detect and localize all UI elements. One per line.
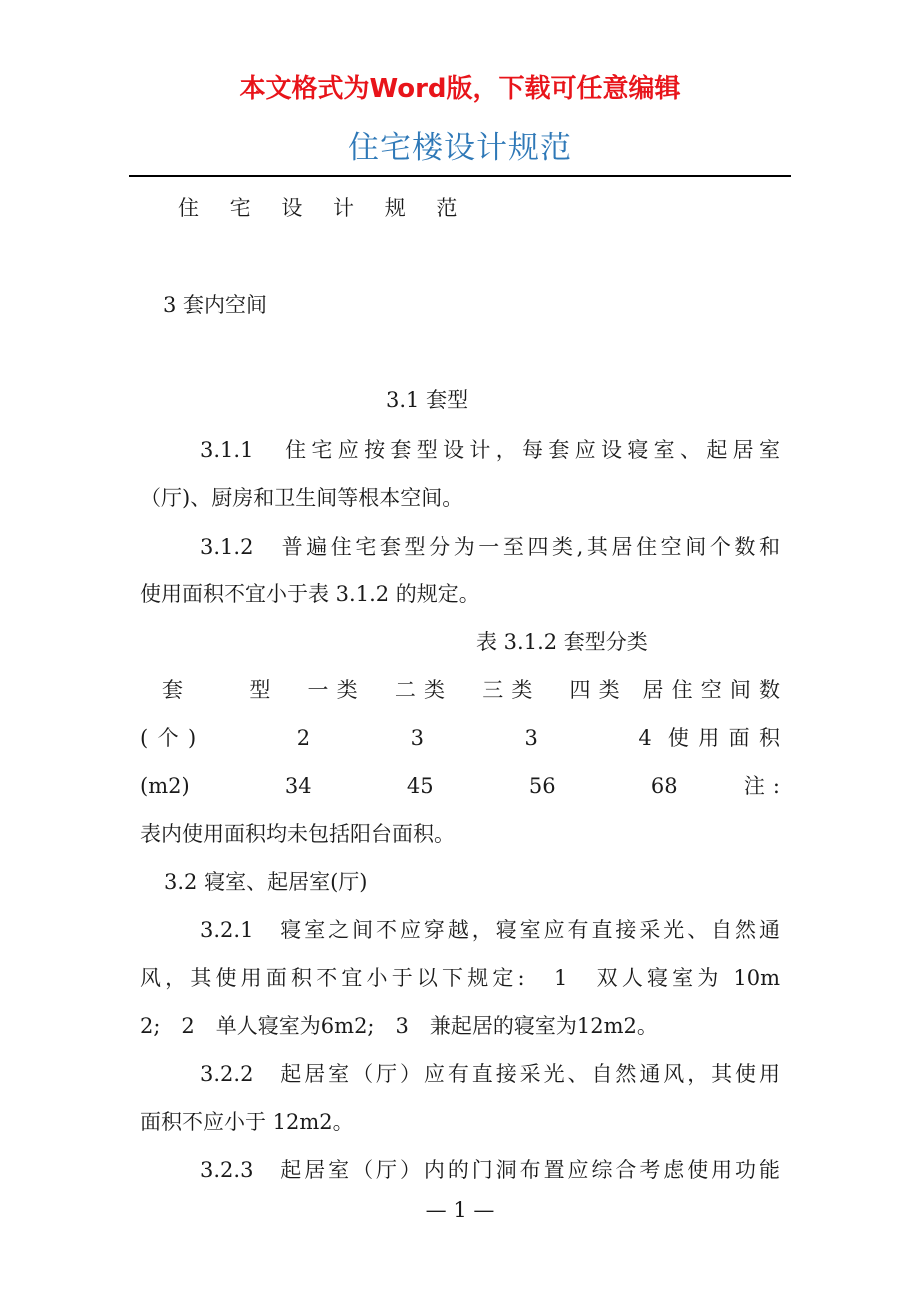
doc-heading: 住 宅 设 计 规 范 [178,196,470,220]
table-caption: 表 3.1.2 套型分类 [476,630,648,654]
paragraph-3-2-3-line: 3.2.3 起居室（厅）内的门洞布置应综合考虑使用功能 [200,1158,780,1182]
section-3-1-heading: 3.1 套型 [386,388,469,412]
document-title: 住宅楼设计规范 [348,130,572,166]
paragraph-3-1-2-line: 3.1.2 普遍住宅套型分为一至四类,其居住空间个数和 [200,535,780,559]
paragraph-3-2-1-line: 2; 2 单人寝室为6m2; 3 兼起居的寝室为12m2。 [140,1014,658,1038]
page-number: — 1 — [425,1198,495,1222]
section-3-2-heading: 3.2 寝室、起居室(厅) [164,870,368,894]
paragraph-3-1-2-line: 使用面积不宜小于表 3.1.2 的规定。 [140,582,480,606]
paragraph-3-1-1-line: 3.1.1 住宅应按套型设计，每套应设寝室、起居室 [200,438,780,462]
paragraph-3-1-1-line: （厅)、厨房和卫生间等根本空间。 [140,486,464,510]
paragraph-3-2-2-line: 面积不应小于 12m2。 [140,1110,354,1134]
paragraph-3-2-2-line: 3.2.2 起居室（厅）应有直接采光、自然通风，其使用 [200,1062,780,1086]
table-note-line: 表内使用面积均未包括阳台面积。 [140,822,455,846]
paragraph-3-2-1-line: 3.2.1 寝室之间不应穿越，寝室应有直接采光、自然通 [200,918,780,942]
table-text-line: 套 型 一类 二类 三类 四类 居住空间数 [162,678,780,702]
chapter-heading: 3 套内空间 [163,293,268,317]
header-divider [129,175,791,177]
paragraph-3-2-1-line: 风，其使用面积不宜小于以下规定: 1 双人寝室为 10m [140,966,780,990]
table-text-line: (个) 2 3 3 4 使用面积 [140,726,780,750]
table-text-line: (m2) 34 45 56 68 注: [140,774,780,798]
download-notice: 本文格式为Word版，下载可任意编辑 [239,74,681,104]
